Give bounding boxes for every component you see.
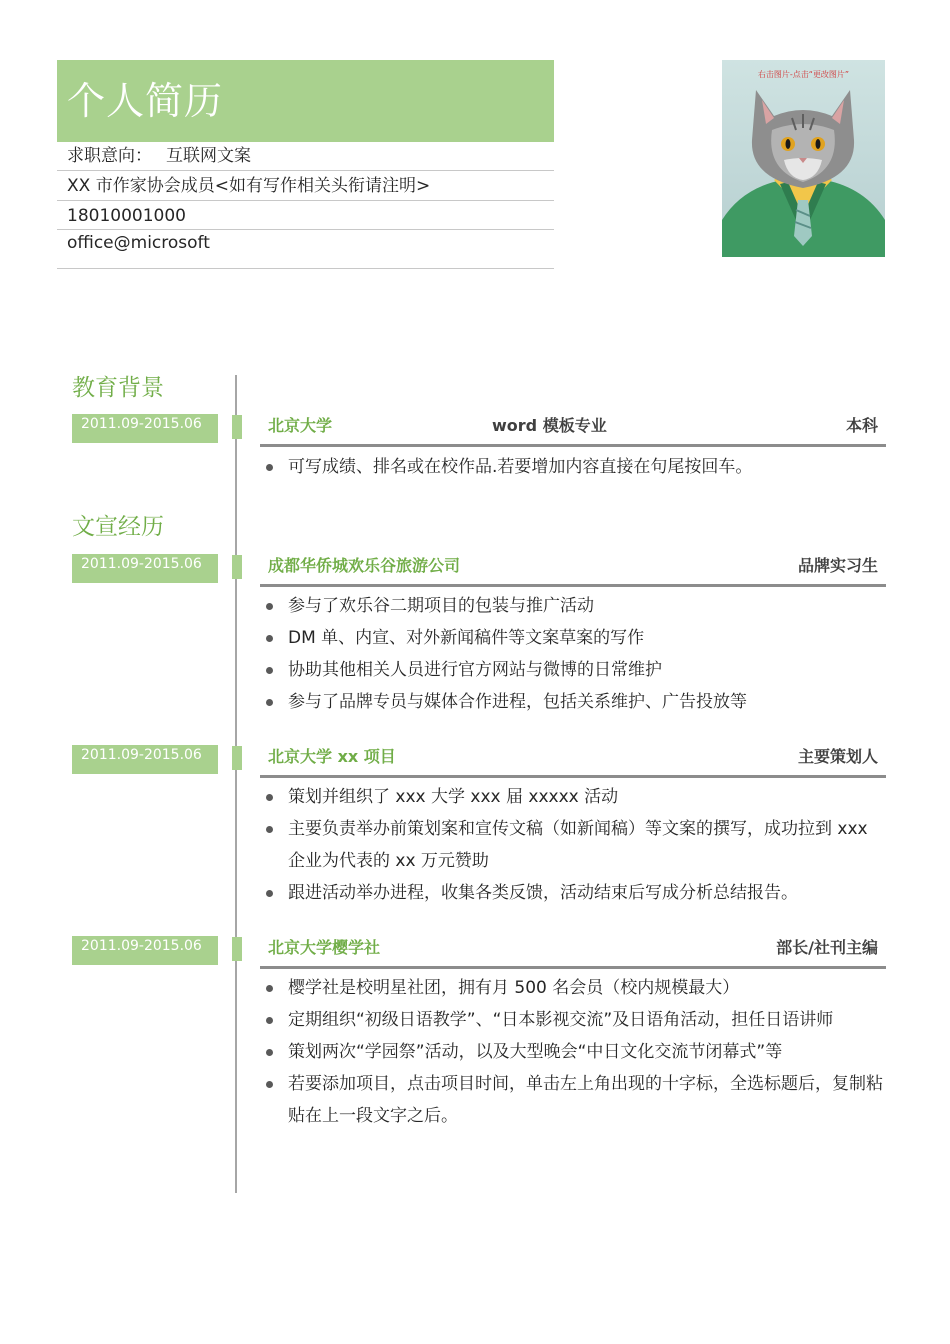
email-address: office@microsoft xyxy=(67,233,210,253)
timeline-marker xyxy=(232,937,242,961)
entry-bullets xyxy=(262,972,886,1132)
section-title-experience: 文宣经历 xyxy=(72,514,164,540)
entry-bullets xyxy=(262,590,886,718)
list-item: 跟进活动举办进程，收集各类反馈，活动结束后写成分析总结报告。 xyxy=(262,877,886,909)
date-box[interactable]: 2011.09-2015.06 xyxy=(72,936,218,965)
date-box[interactable]: 2011.09-2015.06 xyxy=(72,554,218,583)
profile-photo[interactable] xyxy=(722,60,885,257)
email-row xyxy=(57,230,554,269)
list-item: 定期组织“初级日语教学”、“日本影视交流”及日语角活动，担任日语讲师 xyxy=(262,1004,886,1036)
list-item: 樱学社是校明星社团，拥有月 500 名会员（校内规模最大） xyxy=(262,972,886,1004)
job-intent-value: 互联网文案 xyxy=(166,146,251,166)
entry-role: 部长/社刊主编 xyxy=(776,938,878,957)
entry-header xyxy=(260,936,886,969)
list-item: 参与了品牌专员与媒体合作进程，包括关系维护、广告投放等 xyxy=(262,686,886,718)
list-item: 策划并组织了 xxx 大学 xxx 届 xxxxx 活动 xyxy=(262,781,886,813)
list-item: 协助其他相关人员进行官方网站与微博的日常维护 xyxy=(262,654,886,686)
membership-text: XX 市作家协会成员<如有写作相关头衔请注明> xyxy=(67,176,431,196)
job-intent-label: 求职意向： xyxy=(67,146,152,166)
entry-organization: 北京大学 xyxy=(268,416,333,435)
title-banner xyxy=(57,60,554,142)
entry-organization: 成都华侨城欢乐谷旅游公司 xyxy=(268,556,461,575)
entry-role: 主要策划人 xyxy=(797,747,878,766)
list-item: DM 单、内宣、对外新闻稿件等文案草案的写作 xyxy=(262,622,886,654)
list-item: 策划两次“学园祭”活动，以及大型晚会“中日文化交流节闭幕式”等 xyxy=(262,1036,886,1068)
date-box[interactable]: 2011.09-2015.06 xyxy=(72,745,218,774)
entry-header xyxy=(260,745,886,778)
list-item: 若要添加项目，点击项目时间，单击左上角出现的十字标，全选标题后，复制粘贴在上一段文字之后。 xyxy=(262,1068,886,1132)
membership-row xyxy=(57,172,554,201)
entry-organization: 北京大学樱学社 xyxy=(268,938,381,957)
entry-bullets xyxy=(262,451,886,483)
phone-row xyxy=(57,202,554,230)
timeline-marker xyxy=(232,415,242,439)
list-item: 可写成绩、排名或在校作品.若要增加内容直接在句尾按回车。 xyxy=(262,451,886,483)
job-intent-row xyxy=(57,142,554,171)
entry-major: word 模板专业 xyxy=(492,416,607,435)
phone-number: 18010001000 xyxy=(67,206,186,226)
entry-bullets xyxy=(262,781,886,909)
photo-caption: 右击图片-点击“更改图片” xyxy=(757,70,850,79)
entry-role: 品牌实习生 xyxy=(797,556,878,575)
date-box[interactable]: 2011.09-2015.06 xyxy=(72,414,218,443)
timeline-marker xyxy=(232,555,242,579)
list-item: 参与了欢乐谷二期项目的包装与推广活动 xyxy=(262,590,886,622)
entry-organization: 北京大学 xx 项目 xyxy=(268,747,396,766)
page-title: 个人简历 xyxy=(67,79,224,123)
entry-role: 本科 xyxy=(845,416,878,435)
entry-header xyxy=(260,414,886,447)
entry-header xyxy=(260,554,886,587)
timeline-line xyxy=(235,375,237,1193)
section-title-education: 教育背景 xyxy=(72,375,164,401)
cat-portrait-icon xyxy=(722,60,885,257)
timeline-marker xyxy=(232,746,242,770)
list-item: 主要负责举办前策划案和宣传文稿（如新闻稿）等文案的撰写，成功拉到 xxx 企业为代表的 xx 万元赞助 xyxy=(262,813,886,877)
